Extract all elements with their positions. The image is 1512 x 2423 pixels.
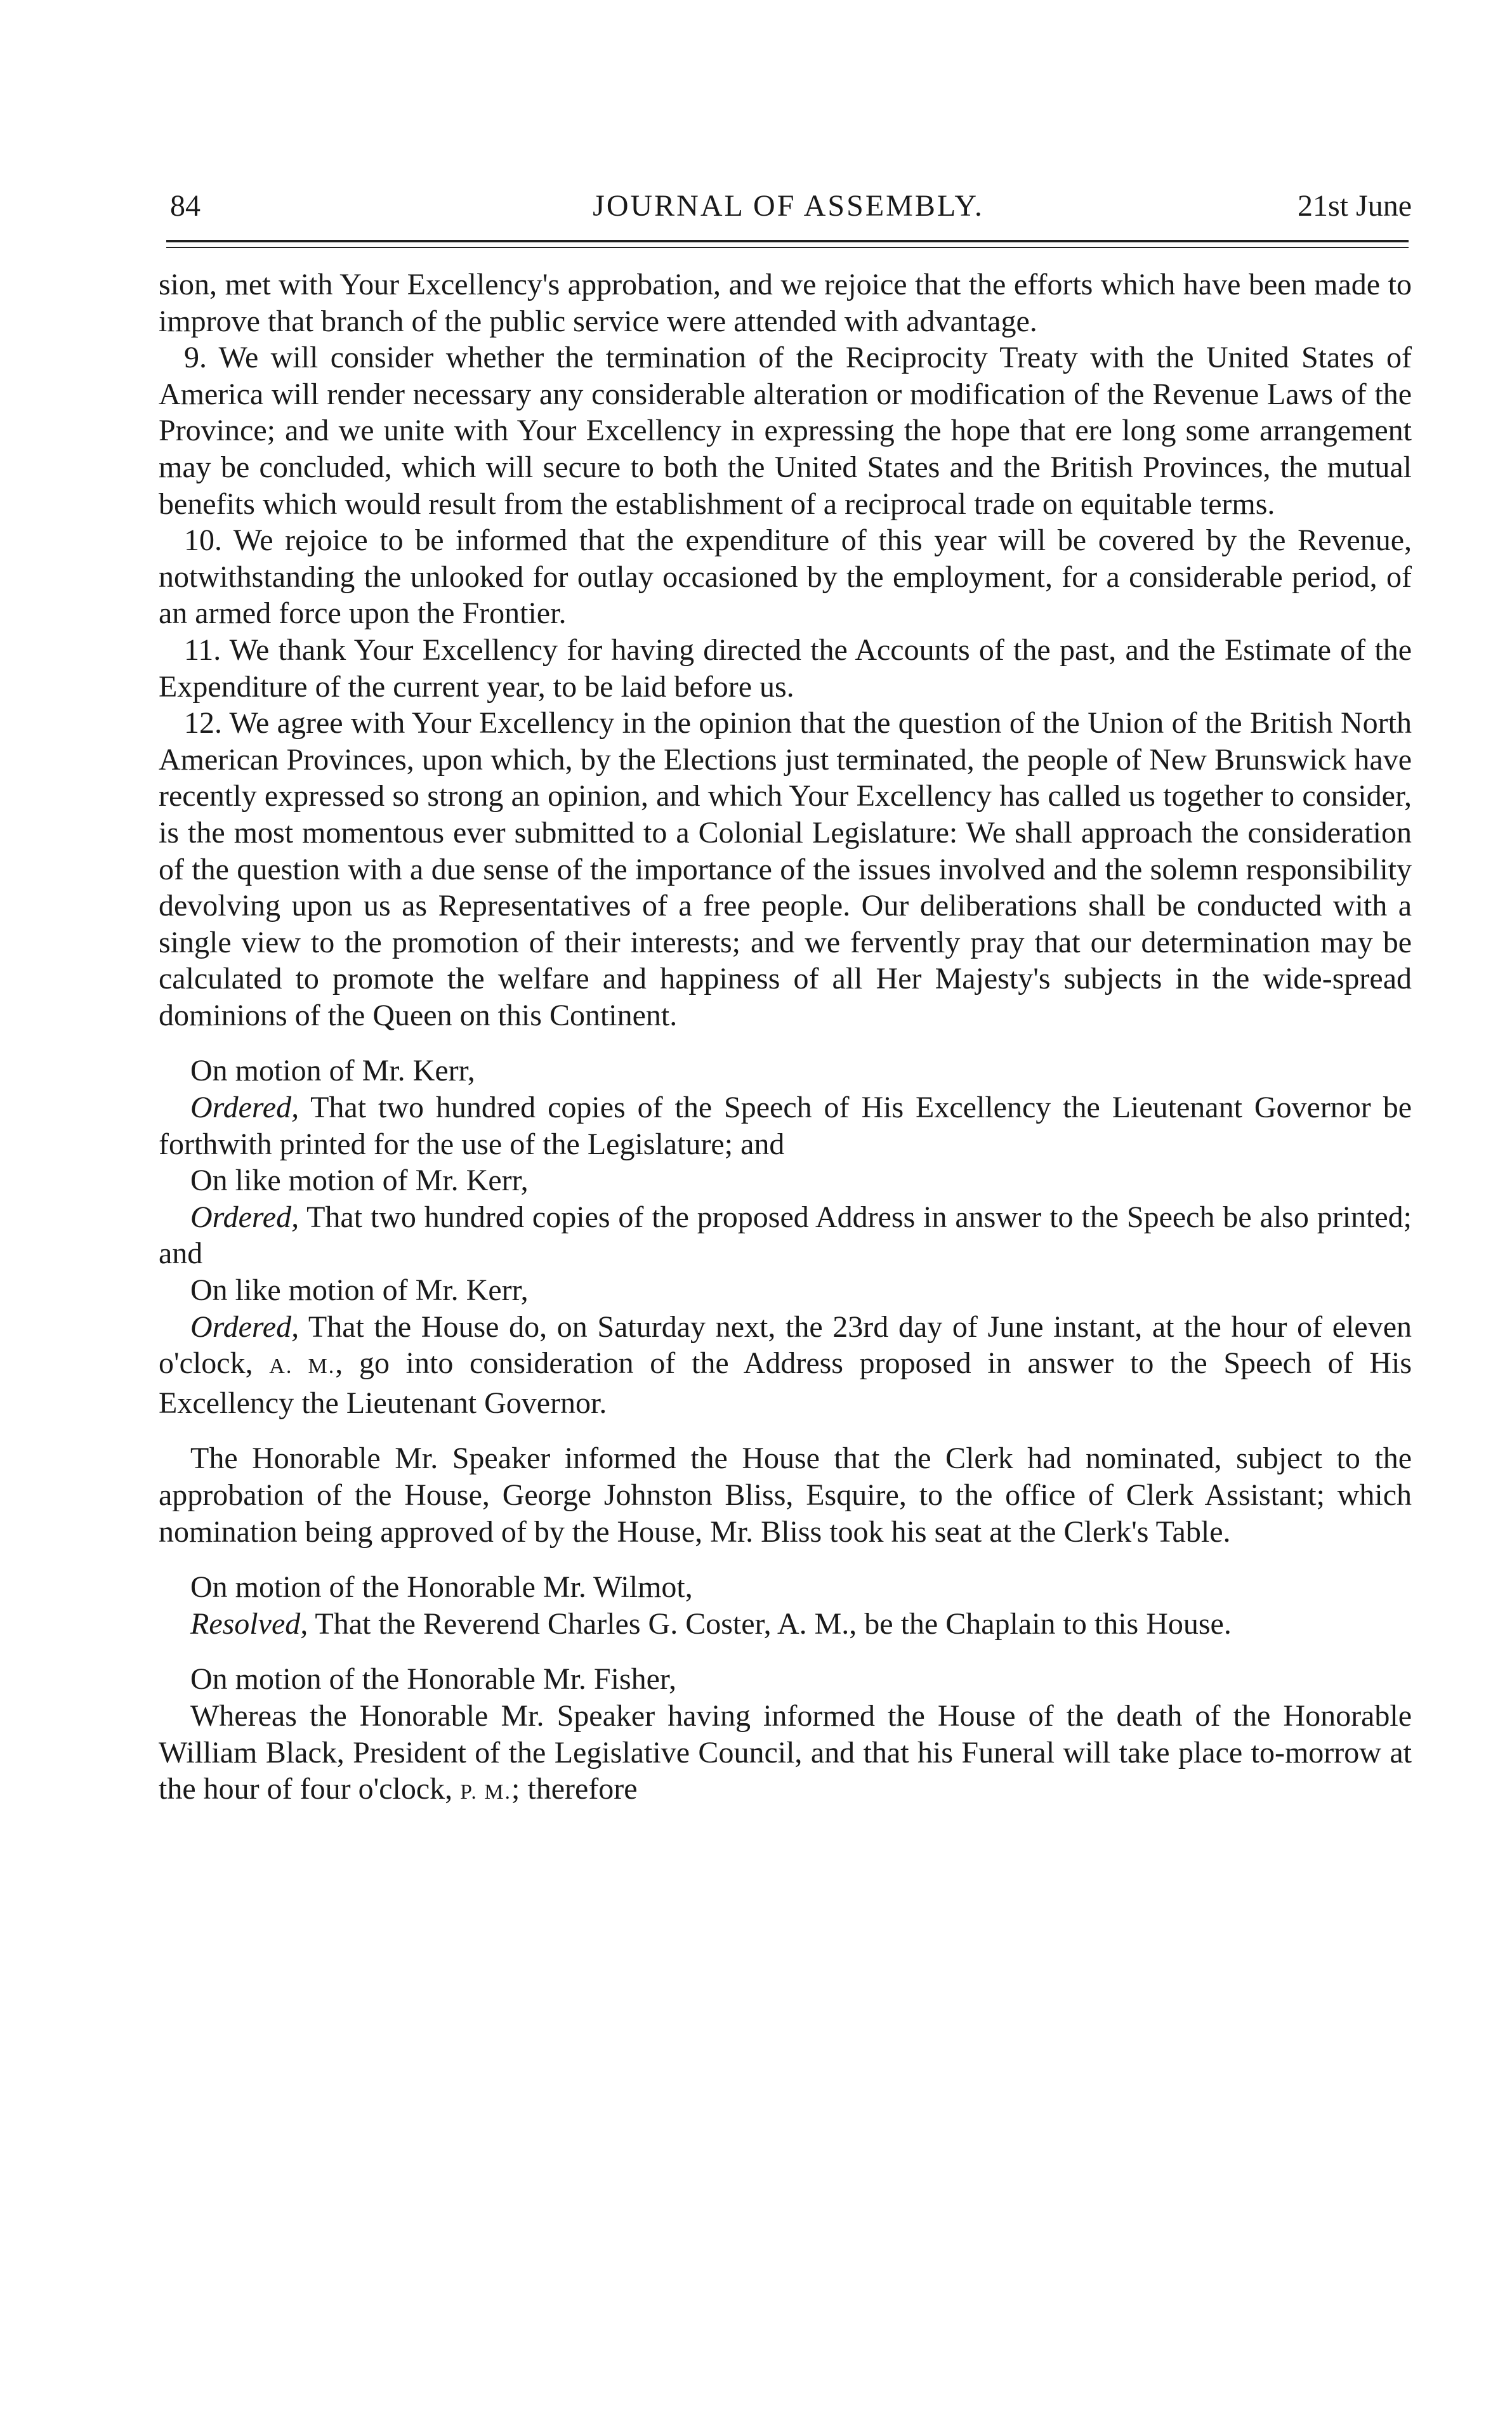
order-consideration	[159, 1309, 1412, 1422]
ordered-label: Ordered,	[190, 1091, 299, 1125]
paragraph-11: 11. We thank Your Excellency for having directed the Accounts of the past, and the Estimate of the Expenditure of the current year, to be laid before us.	[159, 633, 1412, 704]
resolved-label: Resolved,	[190, 1606, 308, 1641]
time-am: A. M.	[269, 1355, 336, 1379]
page-date: 21st June	[1298, 189, 1412, 223]
page-number: 84	[170, 189, 201, 223]
paragraph-10: 10. We rejoice to be informed that the expenditure of this year will be covered by the Revenue, notwithstanding the unlooked for outlay occasioned by the employment, for a considerable period, of an armed force upon the Frontier.	[159, 523, 1412, 631]
order-address-copies	[159, 1199, 1412, 1272]
journal-title: JOURNAL OF ASSEMBLY.	[593, 189, 984, 223]
resolution-chaplain	[159, 1606, 1412, 1643]
order-text: That the House do, on Saturday next, the 23rd day of June instant, at the hour of eleven o'clock,	[159, 1310, 1412, 1381]
motion-intro-kerr: On motion of Mr. Kerr,	[190, 1054, 475, 1088]
header-rule	[166, 240, 1409, 242]
motion-intro-fisher: On motion of the Honorable Mr. Fisher,	[190, 1662, 676, 1697]
time-pm: P. M.	[460, 1780, 512, 1804]
ordered-label: Ordered,	[190, 1200, 299, 1234]
ordered-label: Ordered,	[190, 1310, 299, 1344]
paragraph-9: 9. We will consider whether the termination of the Reciprocity Treaty with the United States of America will render necessary any considerable alteration or modification of the Revenue Laws of the Province; and we unite with Your Excellency in expressing the hope that ere long some arrangement may be concluded, which will secure to both the United States and the British Provinces, the mutual benefits which would result from the establishment of a reciprocal trade on equitable terms.	[159, 341, 1412, 521]
order-text: That two hundred copies of the proposed Address in answer to the Speech be also printed; and	[159, 1200, 1412, 1271]
motion-intro-kerr-2: On like motion of Mr. Kerr,	[190, 1164, 529, 1198]
paragraph-continuation: sion, met with Your Excellency's approbation, and we rejoice that the efforts which have been made to improve that branch of the public service were attended with advantage.	[159, 268, 1412, 338]
page-body	[159, 266, 1412, 1811]
order-text-end: , go into consideration of the Address proposed in answer to the Speech of His Excellency the Lieutenant Governor.	[159, 1346, 1412, 1420]
whereas-text: Whereas the Honorable Mr. Speaker having informed the House of the death of the Honorable William Black, President of the Legislative Council, and that his Funeral will take place to-morrow at the hour of four o'clock,	[159, 1698, 1412, 1806]
motion-intro-wilmot: On motion of the Honorable Mr. Wilmot,	[190, 1570, 693, 1605]
running-head	[165, 181, 1412, 232]
motion-intro-kerr-3: On like motion of Mr. Kerr,	[190, 1273, 529, 1308]
header-rule-thin	[166, 247, 1409, 248]
speaker-notice: The Honorable Mr. Speaker informed the House that the Clerk had nominated, subject to the approbation of the House, George Johnston Bliss, Esquire, to the office of Clerk Assistant; which nomination being approved of by the House, Mr. Bliss took his seat at the Clerk's Table.	[159, 1441, 1412, 1549]
order-text: That two hundred copies of the Speech of His Excellency the Lieutenant Governor be forthwith printed for the use of the Legislature; and	[159, 1091, 1412, 1161]
whereas-clause	[159, 1698, 1412, 1811]
resolution-text: That the Reverend Charles G. Coster, A. M., be the Chaplain to this House.	[308, 1606, 1232, 1641]
order-speech-copies	[159, 1089, 1412, 1162]
whereas-text-end: ; therefore	[511, 1772, 638, 1806]
paragraph-12: 12. We agree with Your Excellency in the opinion that the question of the Union of the British North American Provinces, upon which, by the Elections just terminated, the people of New Brunswick have recently expressed so strong an opinion, and which Your Excellency has called us together to consider, is the most momentous ever submitted to a Colonial Legislature: We shall approach the consideration of the question with a due sense of the importance of the issues involved and the solemn responsibility devolving upon us as Representatives of a free people. Our deliberations shall be conducted with a single view to the promotion of their interests; and we fervently pray that our determination may be calculated to promote the welfare and happiness of all Her Majesty's subjects in the wide-spread dominions of the Queen on this Continent.	[159, 706, 1412, 1032]
